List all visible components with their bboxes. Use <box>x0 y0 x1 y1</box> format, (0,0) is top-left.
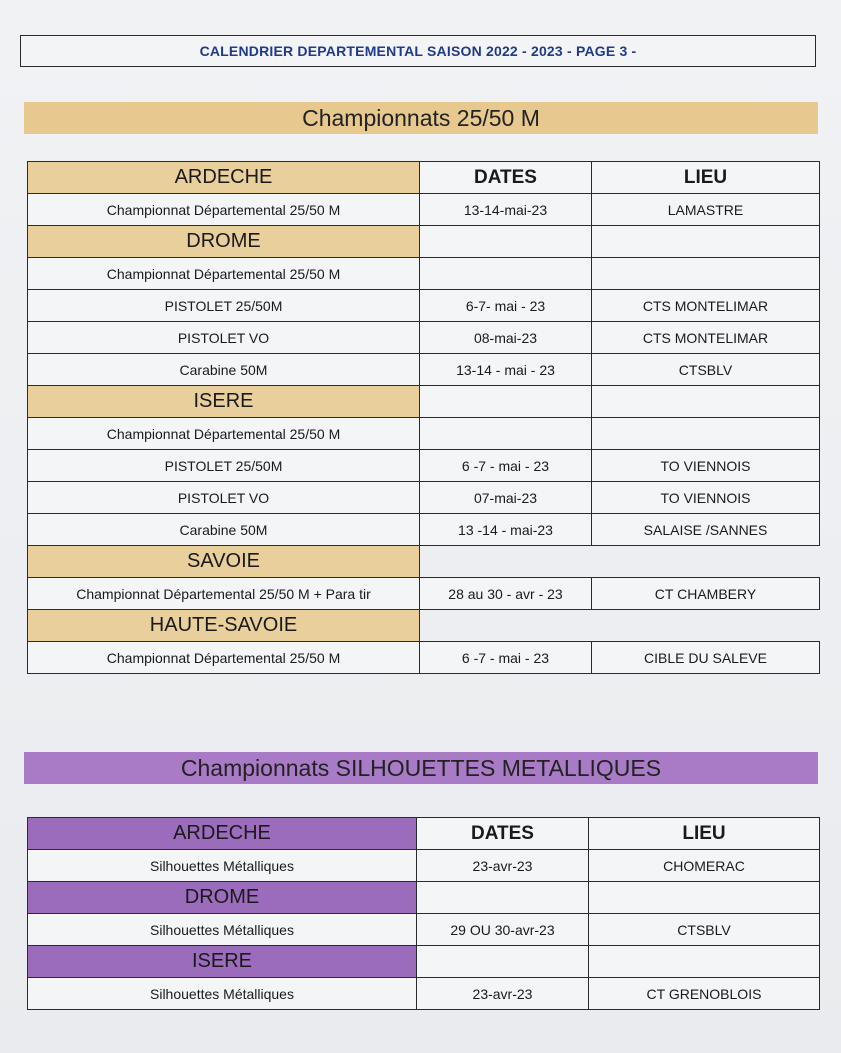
lieu-cell: CT CHAMBERY <box>592 578 820 610</box>
event-cell: PISTOLET 25/50M <box>28 290 420 322</box>
table-row <box>28 514 820 546</box>
empty-cell <box>420 418 592 450</box>
event-cell: Silhouettes Métalliques <box>28 914 417 946</box>
subtitle-row <box>28 418 820 450</box>
lieu-cell: CTSBLV <box>592 354 820 386</box>
column-header-dates: DATES <box>417 818 589 850</box>
empty-cell <box>592 258 820 290</box>
lieu-cell: TO VIENNOIS <box>592 450 820 482</box>
table-row <box>28 194 820 226</box>
region-isere: ISERE <box>28 386 420 418</box>
event-cell: PISTOLET VO <box>28 482 420 514</box>
lieu-cell: CTS MONTELIMAR <box>592 322 820 354</box>
empty-cell <box>420 258 592 290</box>
region-row <box>28 226 820 258</box>
event-cell: PISTOLET VO <box>28 322 420 354</box>
empty-cell <box>420 610 592 642</box>
column-header-lieu: LIEU <box>589 818 820 850</box>
event-cell: Carabine 50M <box>28 514 420 546</box>
event-subtitle: Championnat Départemental 25/50 M <box>28 258 420 290</box>
table-silhouettes <box>27 817 820 1010</box>
empty-cell <box>420 546 592 578</box>
event-cell: PISTOLET 25/50M <box>28 450 420 482</box>
region-drome: DROME <box>28 226 420 258</box>
event-cell: Championnat Départemental 25/50 M <box>28 642 420 674</box>
lieu-cell: CTSBLV <box>589 914 820 946</box>
lieu-cell: SALAISE /SANNES <box>592 514 820 546</box>
lieu-cell: LAMASTRE <box>592 194 820 226</box>
empty-cell <box>420 226 592 258</box>
empty-cell <box>592 386 820 418</box>
lieu-cell: CIBLE DU SALEVE <box>592 642 820 674</box>
event-subtitle: Championnat Départemental 25/50 M <box>28 418 420 450</box>
region-ardeche: ARDECHE <box>28 162 420 194</box>
date-cell: 08-mai-23 <box>420 322 592 354</box>
lieu-cell: CT GRENOBLOIS <box>589 978 820 1010</box>
region-savoie: SAVOIE <box>28 546 420 578</box>
region-ardeche: ARDECHE <box>28 818 417 850</box>
empty-cell <box>589 946 820 978</box>
column-header-lieu: LIEU <box>592 162 820 194</box>
table-row <box>28 322 820 354</box>
empty-cell <box>592 610 820 642</box>
region-row <box>28 882 820 914</box>
date-cell: 28 au 30 - avr - 23 <box>420 578 592 610</box>
lieu-cell: CHOMERAC <box>589 850 820 882</box>
date-cell: 13 -14 - mai-23 <box>420 514 592 546</box>
region-haute-savoie: HAUTE-SAVOIE <box>28 610 420 642</box>
region-isere: ISERE <box>28 946 417 978</box>
date-cell: 07-mai-23 <box>420 482 592 514</box>
empty-cell <box>592 226 820 258</box>
event-cell: Carabine 50M <box>28 354 420 386</box>
region-row <box>28 610 820 642</box>
event-cell: Championnat Départemental 25/50 M <box>28 194 420 226</box>
subtitle-row <box>28 258 820 290</box>
event-cell: Silhouettes Métalliques <box>28 850 417 882</box>
table-row <box>28 354 820 386</box>
date-cell: 6-7- mai - 23 <box>420 290 592 322</box>
region-row <box>28 386 820 418</box>
empty-cell <box>589 882 820 914</box>
region-row <box>28 546 820 578</box>
table-header-row <box>28 162 820 194</box>
section-banner-silhouettes: Championnats SILHOUETTES METALLIQUES <box>24 752 818 784</box>
event-cell: Championnat Départemental 25/50 M + Para tir <box>28 578 420 610</box>
date-cell: 29 OU 30-avr-23 <box>417 914 589 946</box>
empty-cell <box>420 386 592 418</box>
table-row <box>28 978 820 1010</box>
table-25-50m <box>27 161 820 674</box>
region-row <box>28 946 820 978</box>
event-cell: Silhouettes Métalliques <box>28 978 417 1010</box>
region-drome: DROME <box>28 882 417 914</box>
table-row <box>28 450 820 482</box>
empty-cell <box>592 546 820 578</box>
date-cell: 13-14-mai-23 <box>420 194 592 226</box>
empty-cell <box>417 882 589 914</box>
table-header-row <box>28 818 820 850</box>
date-cell: 13-14 - mai - 23 <box>420 354 592 386</box>
table-row <box>28 642 820 674</box>
lieu-cell: CTS MONTELIMAR <box>592 290 820 322</box>
empty-cell <box>417 946 589 978</box>
date-cell: 23-avr-23 <box>417 978 589 1010</box>
lieu-cell: TO VIENNOIS <box>592 482 820 514</box>
date-cell: 23-avr-23 <box>417 850 589 882</box>
table-row <box>28 290 820 322</box>
date-cell: 6 -7 - mai - 23 <box>420 642 592 674</box>
section-banner-25-50m: Championnats 25/50 M <box>24 102 818 134</box>
column-header-dates: DATES <box>420 162 592 194</box>
page-title: CALENDRIER DEPARTEMENTAL SAISON 2022 - 2023 - PAGE 3 - <box>20 35 816 67</box>
table-row <box>28 914 820 946</box>
table-row <box>28 482 820 514</box>
table-row <box>28 578 820 610</box>
table-row <box>28 850 820 882</box>
date-cell: 6 -7 - mai - 23 <box>420 450 592 482</box>
empty-cell <box>592 418 820 450</box>
